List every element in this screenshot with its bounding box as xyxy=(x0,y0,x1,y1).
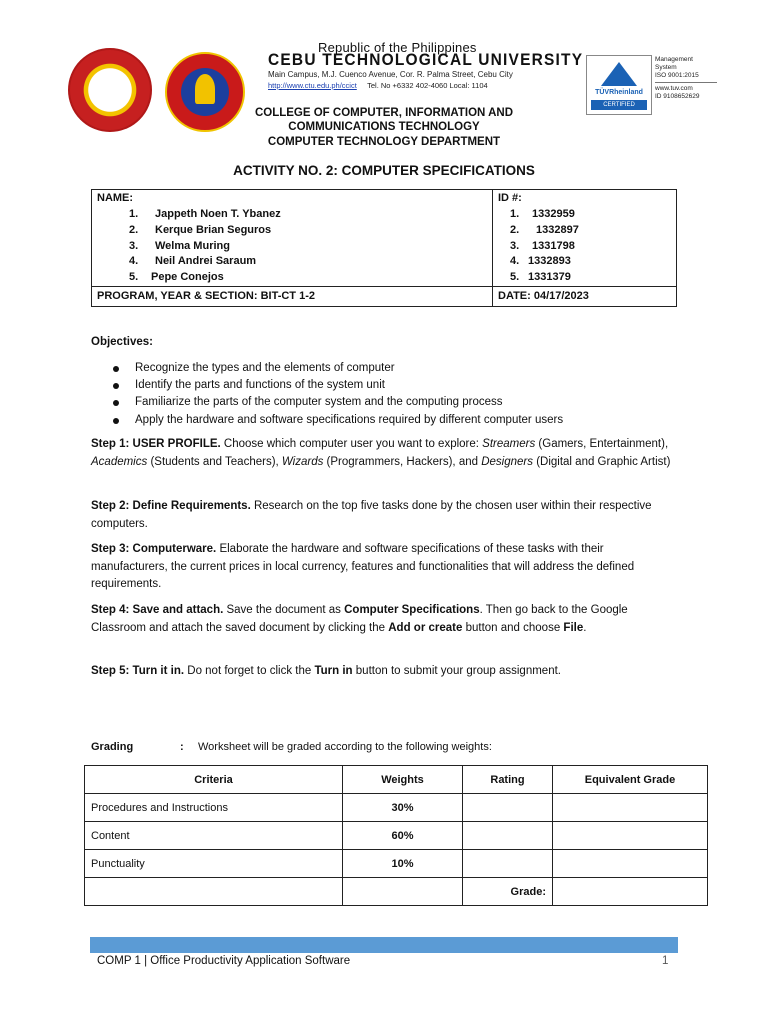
republic-text: Republic of the Philippines xyxy=(318,40,477,55)
list-item: Recognize the types and the elements of computer xyxy=(113,360,563,377)
college-line-2: COMMUNICATIONS TECHNOLOGY xyxy=(288,121,480,133)
weight-cell: 10% xyxy=(343,850,463,878)
id-label: ID #: xyxy=(498,192,522,204)
college-line-1: COLLEGE OF COMPUTER, INFORMATION AND xyxy=(254,107,514,119)
name-label: NAME: xyxy=(97,192,134,204)
list-item: 3. 1331798 xyxy=(510,239,575,252)
footer-bar xyxy=(90,937,678,953)
grading-label: Grading xyxy=(91,741,134,753)
university-address: Main Campus, M.J. Cuenco Avenue, Cor. R. Palma Street, Cebu City xyxy=(268,70,513,79)
tuv-certified-logo: TÜVRheinland CERTIFIED xyxy=(586,55,652,115)
criteria-cell: Content xyxy=(85,822,343,850)
grade-label: Grade: xyxy=(463,878,553,906)
list-item: 4. Neil Andrei Saraum xyxy=(129,255,257,268)
list-item: 5. Pepe Conejos xyxy=(129,271,224,284)
iso-certification-info: Management System ISO 9001:2015 www.tuv.com ID 9108652629 xyxy=(655,56,717,101)
activity-title: ACTIVITY NO. 2: COMPUTER SPECIFICATIONS xyxy=(233,163,535,178)
department-line: COMPUTER TECHNOLOGY DEPARTMENT xyxy=(267,136,501,148)
asean-logo xyxy=(165,52,245,132)
list-item: Apply the hardware and software specifications required by different computer users xyxy=(113,412,563,429)
header-rating: Rating xyxy=(463,766,553,794)
tuv-triangle-icon xyxy=(601,62,637,86)
equivalent-grade-cell[interactable] xyxy=(553,850,708,878)
step-3: Step 3: Computerware. Elaborate the hardware and software specifications of these tasks with their manufacturers, the current prices in local currency, features and functionalities that will address the defined requirements. xyxy=(91,543,635,590)
total-grade-cell[interactable] xyxy=(553,878,708,906)
step-1: Step 1: USER PROFILE. Choose which computer user you want to explore: Streamers (Gamers, Entertainment), Academics (Students and Teachers), Wizards (Programmers, Hackers), and Designers (Digital and Graphic Artist) xyxy=(91,438,671,468)
table-row xyxy=(85,822,708,850)
list-item: 4. 1332893 xyxy=(510,255,571,268)
grading-table xyxy=(84,765,708,906)
footer-course-title: COMP 1 | Office Productivity Application Software xyxy=(97,955,351,967)
program-section: PROGRAM, YEAR & SECTION: BIT-CT 1-2 xyxy=(97,290,315,302)
header-criteria: Criteria xyxy=(85,766,343,794)
university-name: CEBU TECHNOLOGICAL UNIVERSITY xyxy=(268,51,584,70)
table-row xyxy=(85,850,708,878)
names-list xyxy=(129,207,281,286)
list-item: 2. Kerque Brian Seguros xyxy=(129,223,272,236)
step-5: Step 5: Turn it in. Do not forget to click the Turn in button to submit your group assignment. xyxy=(91,665,561,677)
list-item: 1. Jappeth Noen T. Ybanez xyxy=(129,208,281,220)
table-row xyxy=(85,794,708,822)
ids-list xyxy=(510,207,579,286)
list-item: Familiarize the parts of the computer system and the computing process xyxy=(113,394,563,411)
grading-colon: : xyxy=(180,741,184,753)
equivalent-grade-cell[interactable] xyxy=(553,794,708,822)
list-item: Identify the parts and functions of the system unit xyxy=(113,377,563,394)
list-item: 2. 1332897 xyxy=(510,223,579,236)
contact-line xyxy=(268,81,488,90)
list-item: 5. 1331379 xyxy=(510,271,571,284)
website-link[interactable]: http://www.ctu.edu.ph/ccict xyxy=(268,81,357,90)
student-info-table xyxy=(91,189,677,307)
weight-cell: 30% xyxy=(343,794,463,822)
criteria-cell: Punctuality xyxy=(85,850,343,878)
step-4: Step 4: Save and attach. Save the document as Computer Specifications. Then go back to the Google Classroom and attach the saved document by clicking the Add or create button and choose File. xyxy=(91,604,628,634)
header-equivalent-grade: Equivalent Grade xyxy=(553,766,708,794)
equivalent-grade-cell[interactable] xyxy=(553,822,708,850)
rating-cell[interactable] xyxy=(463,850,553,878)
list-item: 3. Welma Muring xyxy=(129,239,230,252)
page-number: 1 xyxy=(662,955,669,967)
table-header-row xyxy=(85,766,708,794)
phone-number: Tel. No +6332 402-4060 Local: 1104 xyxy=(367,81,488,90)
rating-cell[interactable] xyxy=(463,794,553,822)
list-item: 1. 1332959 xyxy=(510,208,575,220)
date-field: DATE: 04/17/2023 xyxy=(498,290,589,302)
objectives-list xyxy=(113,360,563,429)
header-weights: Weights xyxy=(343,766,463,794)
rating-cell[interactable] xyxy=(463,822,553,850)
step-2: Step 2: Define Requirements. Research on the top five tasks done by the chosen user within their respective computers. xyxy=(91,500,652,530)
criteria-cell: Procedures and Instructions xyxy=(85,794,343,822)
grading-description: Worksheet will be graded according to the following weights: xyxy=(198,741,492,753)
table-row xyxy=(85,878,708,906)
weight-cell: 60% xyxy=(343,822,463,850)
objectives-heading: Objectives: xyxy=(91,336,153,348)
ctu-seal-logo xyxy=(68,48,152,132)
